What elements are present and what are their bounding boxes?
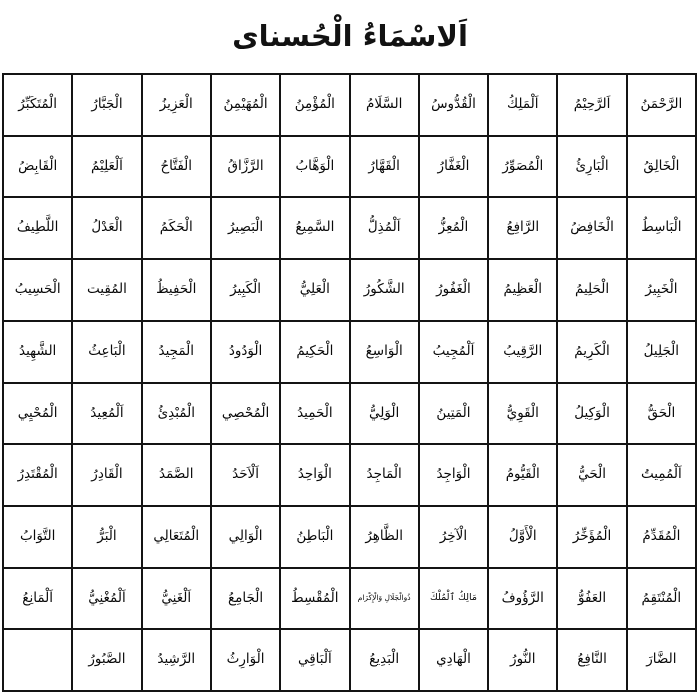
name-cell — [557, 444, 626, 506]
divine-name: الْمُحْصِي — [221, 404, 270, 421]
divine-name: الْحَلِيمُ — [575, 281, 610, 298]
divine-name: الْقَوِيُّ — [506, 404, 539, 421]
name-cell — [3, 444, 72, 506]
divine-name: الْبَرُّ — [97, 527, 117, 544]
divine-name: الْجَبَّارُ — [91, 96, 123, 113]
divine-name: الْمُتَكَبِّرُ — [18, 96, 58, 113]
name-cell — [557, 629, 626, 691]
divine-name: الرَّشِيدُ — [157, 651, 196, 668]
name-cell — [72, 321, 141, 383]
divine-name: الْحَكَمُ — [159, 219, 193, 236]
divine-name: اَلْمُذِلُّ — [367, 219, 401, 236]
name-cell — [557, 136, 626, 198]
name-cell — [211, 321, 280, 383]
name-cell — [72, 444, 141, 506]
name-cell — [350, 568, 419, 630]
divine-name: اَلْمَلِكُ — [507, 96, 539, 113]
divine-name: الْخَالِقُ — [643, 157, 680, 174]
divine-name: اَلْاَحَدُ — [232, 466, 259, 483]
name-cell — [488, 321, 557, 383]
divine-name: الْقَادِرُ — [91, 466, 123, 483]
name-cell — [557, 383, 626, 445]
name-cell — [627, 74, 696, 136]
divine-name: الْآخِرُ — [439, 527, 468, 544]
divine-name: الظَّاهِرُ — [365, 527, 403, 544]
divine-name: الْبَاعِثُ — [88, 342, 126, 359]
divine-name: الْمُتَعَالِي — [153, 527, 200, 544]
divine-name: التَّوَابُ — [19, 527, 56, 544]
name-cell — [211, 629, 280, 691]
name-cell — [72, 259, 141, 321]
name-cell — [3, 383, 72, 445]
divine-name: الْوَكِيلُ — [574, 404, 610, 421]
divine-name: النُّورُ — [510, 651, 536, 668]
name-cell — [350, 136, 419, 198]
name-cell — [488, 444, 557, 506]
name-cell — [211, 383, 280, 445]
name-cell — [488, 259, 557, 321]
name-cell — [488, 506, 557, 568]
divine-name: الْمُهَيْمِنُ — [223, 96, 268, 113]
name-cell — [419, 136, 488, 198]
name-cell — [280, 321, 349, 383]
divine-name: الْمُقْسِطُ — [291, 589, 339, 606]
divine-name: الْمُصَوِّرُ — [502, 157, 544, 174]
name-cell — [350, 506, 419, 568]
divine-name: الْقَيُّومُ — [505, 466, 540, 483]
name-cell — [211, 259, 280, 321]
name-cell — [3, 506, 72, 568]
divine-name: اَلْمَانِعُ — [22, 589, 54, 606]
name-cell — [419, 321, 488, 383]
divine-name: الْهَادِي — [436, 651, 471, 668]
divine-name: الْقَهَّارُ — [368, 157, 400, 174]
divine-name: الْمُعِزُّ — [438, 219, 469, 236]
name-cell — [488, 197, 557, 259]
divine-name: الْمَتِينُ — [436, 404, 471, 421]
name-cell — [488, 383, 557, 445]
name-cell — [280, 568, 349, 630]
name-cell — [3, 568, 72, 630]
divine-name: اَلْمُعِيدُ — [90, 404, 124, 421]
name-cell — [72, 197, 141, 259]
name-cell — [280, 197, 349, 259]
divine-name: الْوَاسِعُ — [365, 342, 403, 359]
name-cell — [627, 383, 696, 445]
divine-name: الْوَهَّابُ — [295, 157, 335, 174]
name-cell — [557, 568, 626, 630]
name-cell — [557, 197, 626, 259]
divine-name: الْحَيُّ — [578, 466, 606, 483]
name-cell — [350, 197, 419, 259]
divine-name: الْمَجِيدُ — [158, 342, 195, 359]
divine-name: الرَّزَّاقُ — [227, 157, 264, 174]
name-cell — [211, 136, 280, 198]
divine-name: الْمُؤْمِنُ — [294, 96, 335, 113]
name-cell — [142, 74, 211, 136]
name-cell — [211, 506, 280, 568]
name-cell — [72, 506, 141, 568]
divine-name: الْبَاسِطُ — [641, 219, 682, 236]
name-cell — [142, 136, 211, 198]
divine-name: الرَّقِيبُ — [503, 342, 543, 359]
divine-name: ذُوالْجَلَالِ وَالْإِكْرَام — [357, 593, 411, 603]
name-cell — [419, 629, 488, 691]
divine-name: اَلرَّحِيْمُ — [573, 96, 611, 113]
divine-name: اللَّطِيفُ — [16, 219, 59, 236]
divine-name: الْوَالِي — [228, 527, 263, 544]
name-cell — [419, 259, 488, 321]
divine-name: الْوَلِيُّ — [369, 404, 400, 421]
divine-name: الْغَفُورُ — [436, 281, 471, 298]
divine-name: الْمُحْيِي — [17, 404, 58, 421]
divine-name: اَلْبَاقِي — [297, 651, 332, 668]
divine-name: الصَّمَدُ — [159, 466, 194, 483]
name-cell — [488, 74, 557, 136]
name-cell — [627, 444, 696, 506]
name-cell — [142, 383, 211, 445]
name-cell — [3, 197, 72, 259]
divine-name: السَّمِيعُ — [295, 219, 335, 236]
divine-name: الْكَرِيمُ — [574, 342, 610, 359]
name-cell — [627, 259, 696, 321]
divine-name: الْمُبْدِئُ — [157, 404, 195, 421]
name-cell — [211, 444, 280, 506]
name-cell — [280, 136, 349, 198]
divine-name: العَفُوُّ — [577, 589, 607, 606]
divine-name: الْعَلِيُّ — [299, 281, 330, 298]
names-grid — [2, 73, 697, 692]
divine-name: السَّلَامُ — [366, 96, 403, 113]
name-cell — [280, 259, 349, 321]
divine-name: الْكَبِيرُ — [230, 281, 262, 298]
name-cell — [142, 321, 211, 383]
name-cell — [419, 444, 488, 506]
divine-name: الْبَاطِنُ — [296, 527, 334, 544]
divine-name: الْوَارِثُ — [226, 651, 265, 668]
name-cell — [280, 383, 349, 445]
name-cell — [280, 506, 349, 568]
divine-name: الْأَوَّلُ — [508, 527, 537, 544]
divine-name: الشَّهِيدُ — [19, 342, 57, 359]
divine-name: الْبَدِيعُ — [369, 651, 400, 668]
name-cell — [3, 74, 72, 136]
name-cell — [557, 321, 626, 383]
divine-name: الْفَتَّاحُ — [160, 157, 193, 174]
divine-name: الْحَقُّ — [647, 404, 676, 421]
divine-name: الْبَصِيرُ — [227, 219, 264, 236]
name-cell — [419, 197, 488, 259]
divine-name: مَالِكُ ٱلْمُلْكَ — [429, 592, 477, 604]
name-cell — [419, 383, 488, 445]
name-cell — [350, 74, 419, 136]
divine-name: الرَّحْمَنُ — [640, 96, 683, 113]
divine-name: الْمُقْتَدِرُ — [17, 466, 58, 483]
divine-name: اَلْعَلِيْمُ — [91, 157, 123, 174]
divine-name: الضَّارَ — [646, 651, 677, 668]
name-cell — [142, 444, 211, 506]
name-cell — [142, 506, 211, 568]
divine-name: الْمَاجِدُ — [366, 466, 402, 483]
divine-name: الْعَدْلُ — [91, 219, 123, 236]
name-cell — [72, 568, 141, 630]
divine-name: الْحَسِيبُ — [14, 281, 61, 298]
divine-name: اَلْمُمِيتُ — [640, 466, 682, 483]
name-cell — [280, 629, 349, 691]
name-cell — [627, 321, 696, 383]
name-cell — [72, 74, 141, 136]
divine-name: الْحَمِيدُ — [297, 404, 333, 421]
divine-name: المُقِيت — [87, 281, 127, 298]
name-cell — [350, 444, 419, 506]
name-cell — [627, 568, 696, 630]
divine-name: الْغَفَّارُ — [437, 157, 470, 174]
name-cell — [557, 74, 626, 136]
name-cell — [72, 136, 141, 198]
name-cell — [557, 506, 626, 568]
name-cell — [557, 259, 626, 321]
name-cell — [72, 629, 141, 691]
name-cell — [350, 321, 419, 383]
name-cell — [627, 136, 696, 198]
name-cell — [142, 568, 211, 630]
name-cell — [419, 74, 488, 136]
name-cell — [627, 197, 696, 259]
name-cell — [142, 629, 211, 691]
divine-name: الْوَاحِدُ — [297, 466, 332, 483]
divine-name: الْجَامِعُ — [228, 589, 264, 606]
divine-name: الشَّكُورُ — [363, 281, 405, 298]
name-cell — [350, 629, 419, 691]
name-cell — [3, 136, 72, 198]
name-cell — [350, 259, 419, 321]
divine-name: الصَّبُورُ — [88, 651, 126, 668]
divine-name: الْقُدُّوسُ — [431, 96, 476, 113]
name-cell — [280, 444, 349, 506]
divine-name: اَلْمُغْنِيُّ — [88, 589, 126, 606]
name-cell — [211, 197, 280, 259]
divine-name: الْبَارِئُ — [575, 157, 609, 174]
name-cell — [3, 321, 72, 383]
page-title: اَلاسْمَاءُ الْحُسناى — [232, 19, 468, 53]
divine-name: الْوَدُودُ — [228, 342, 263, 359]
divine-name: الْخَافِضُ — [570, 219, 614, 236]
name-cell — [419, 568, 488, 630]
divine-name: اَلْغَنِيُّ — [161, 589, 192, 606]
divine-name: الرَّؤُوفُ — [501, 589, 544, 606]
name-cell — [280, 74, 349, 136]
name-cell — [142, 259, 211, 321]
divine-name: اَلْمُجِيبُ — [432, 342, 475, 359]
name-cell — [3, 259, 72, 321]
divine-name: الْجَلِيلُ — [643, 342, 680, 359]
name-cell — [211, 568, 280, 630]
name-cell — [627, 629, 696, 691]
divine-name: الْمُنْتَقِمُ — [641, 589, 682, 606]
name-cell — [488, 136, 557, 198]
empty-cell — [3, 629, 72, 691]
divine-name: النَّافِعُ — [577, 651, 607, 668]
name-cell — [350, 383, 419, 445]
divine-name: الْقَابِضُ — [18, 157, 58, 174]
divine-name: الْوَاجِدُ — [436, 466, 471, 483]
name-cell — [627, 506, 696, 568]
divine-name: الرَّافِعُ — [506, 219, 540, 236]
divine-name: الْخَبِيرُ — [645, 281, 678, 298]
divine-name: الْحَكِيمُ — [296, 342, 334, 359]
name-cell — [488, 568, 557, 630]
divine-name: الْعَظِيمُ — [503, 281, 543, 298]
divine-name: الْعَزِيزُ — [159, 96, 193, 113]
divine-name: الْحَفِيظُ — [156, 281, 197, 298]
name-cell — [211, 74, 280, 136]
name-cell — [488, 629, 557, 691]
name-cell — [72, 383, 141, 445]
divine-name: الْمُؤَخِّرُ — [572, 527, 612, 544]
divine-name: الْمُقَدِّمُ — [642, 527, 681, 544]
name-cell — [142, 197, 211, 259]
name-cell — [419, 506, 488, 568]
